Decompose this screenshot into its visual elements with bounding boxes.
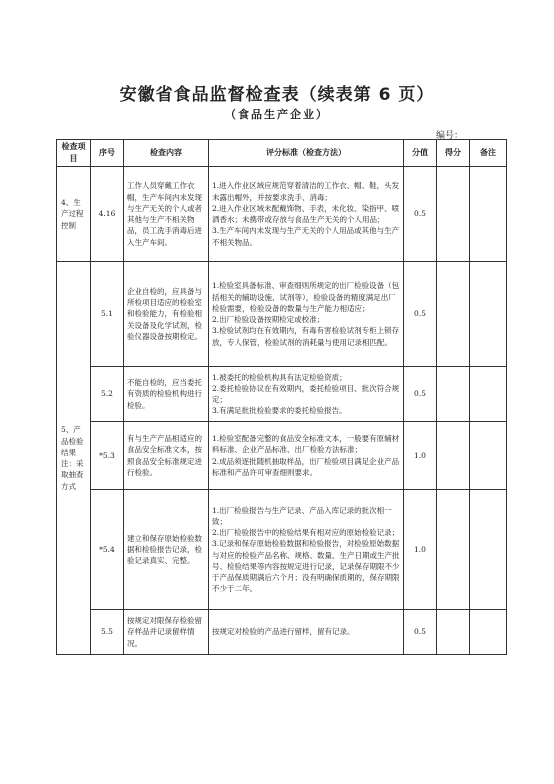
got-score-cell[interactable]	[437, 167, 470, 262]
remark-cell[interactable]	[470, 262, 507, 367]
content-cell: 按规定对限保存检验留存样品并记录留样情况。	[124, 610, 209, 655]
seq-cell: 5.1	[91, 262, 124, 367]
header-content: 检查内容	[124, 140, 209, 167]
table-row	[57, 367, 507, 422]
standard-cell: 按规定对检验的产品进行留样，留有记录。	[209, 610, 404, 655]
remark-cell[interactable]	[470, 167, 507, 262]
content-cell: 有与生产产品相适应的食品安全标准文本，按照食品安全标准规定进行检验。	[124, 422, 209, 490]
table-row	[57, 167, 507, 262]
score-cell: 0.5	[404, 262, 437, 367]
score-cell: 0.5	[404, 610, 437, 655]
header-score: 分值	[404, 140, 437, 167]
got-score-cell[interactable]	[437, 610, 470, 655]
seq-cell: 5.2	[91, 367, 124, 422]
table-row	[57, 262, 507, 367]
remark-cell[interactable]	[470, 610, 507, 655]
content-cell: 不能自检的，应当委托有资质的检验机构进行检验。	[124, 367, 209, 422]
standard-cell: 1.进入作业区域应规范穿着清洁的工作衣、帽、鞋，头发未露出帽外，并按要求洗手、消毒； 2.进入作业区域未配戴饰物、手表，未化妆、染指甲、喷洒香水；未携带或存放与食品生产无关的个人用品； 3.生产车间内未发现与生产无关的个人用品或其他与生产不相关物品。	[209, 167, 404, 262]
remark-cell[interactable]	[470, 490, 507, 610]
content-cell: 建立和保存原始检验数据和检验报告记录，检验记录真实、完整。	[124, 490, 209, 610]
standard-cell: 1.出厂检验报告与生产记录、产品入库记录的批次相一致； 2.出厂检验报告中的检验结果有相对应的原始检验记录； 3.记录和保存原始检验数据和检验报告，对检验原始数据与对应的检验产品名称、规格、数量、生产日期或生产批号、检验结果等内容按规定进行记录，记录保存期限不少于产品保质期满后六个月；没有明确保质期的，保存期限不少于二年。	[209, 490, 404, 610]
score-cell: 0.5	[404, 367, 437, 422]
header-remark: 备注	[470, 140, 507, 167]
seq-cell: *5.4	[91, 490, 124, 610]
header-got-score: 得分	[437, 140, 470, 167]
got-score-cell[interactable]	[437, 367, 470, 422]
standard-cell: 1.检验室配备完整的食品安全标准文本，一般要有原辅材料标准、企业产品标准、出厂检验方法标准； 2.成品须逐批随机抽取样品，出厂检验项目满足企业产品标准和产品许可审查细则要求。	[209, 422, 404, 490]
got-score-cell[interactable]	[437, 422, 470, 490]
remark-cell[interactable]	[470, 367, 507, 422]
table-row	[57, 490, 507, 610]
got-score-cell[interactable]	[437, 262, 470, 367]
table-row	[57, 610, 507, 655]
header-project: 检查项目	[57, 140, 91, 167]
inspection-table	[56, 139, 507, 655]
seq-cell: *5.3	[91, 422, 124, 490]
score-cell: 1.0	[404, 490, 437, 610]
content-cell: 企业自检的，应具备与所检项目适应的检验室和检验能力，有检验相关设备及化学试剂，检验仪器设备按期检定。	[124, 262, 209, 367]
code-label: 编号：	[436, 131, 464, 141]
standard-cell: 1.检验室具备标准、审查细则所规定的出厂检验设备（包括相关的辅助设施、试剂等），检验设备的精度满足出厂检验需要，检验设备的数量与生产能力相适应； 2.出厂检验设备按期检定或校准； 3.检验试剂均在有效期内，有毒有害检验试剂专柜上锁存放，专人保管，检验试剂的消耗量与使用记录相匹配。	[209, 262, 404, 367]
project-cell: 5、产品检验结果注：采取抽查方式	[57, 262, 91, 655]
page-title: 安徽省食品监督检查表（续表第 6 页）	[119, 85, 435, 105]
score-cell: 0.5	[404, 167, 437, 262]
header-standard: 评分标准（检查方法）	[209, 140, 404, 167]
remark-cell[interactable]	[470, 422, 507, 490]
score-cell: 1.0	[404, 422, 437, 490]
standard-cell: 1.被委托的检验机构具有法定检验资质； 2.委托检验协议在有效期内，委托检验项目、批次符合规定； 3.有满足批批检验要求的委托检验报告。	[209, 367, 404, 422]
content-cell: 工作人员穿戴工作衣帽，生产车间内未发现与生产无关的个人或者其他与生产不相关物品，员工洗手消毒后进入生产车间。	[124, 167, 209, 262]
got-score-cell[interactable]	[437, 490, 470, 610]
seq-cell: 4.16	[91, 167, 124, 262]
table-header-row	[57, 140, 507, 167]
table-row	[57, 422, 507, 490]
project-cell: 4、生产过程控制	[57, 167, 91, 262]
page-subtitle: （食品生产企业）	[225, 108, 329, 121]
seq-cell: 5.5	[91, 610, 124, 655]
header-seq: 序号	[91, 140, 124, 167]
